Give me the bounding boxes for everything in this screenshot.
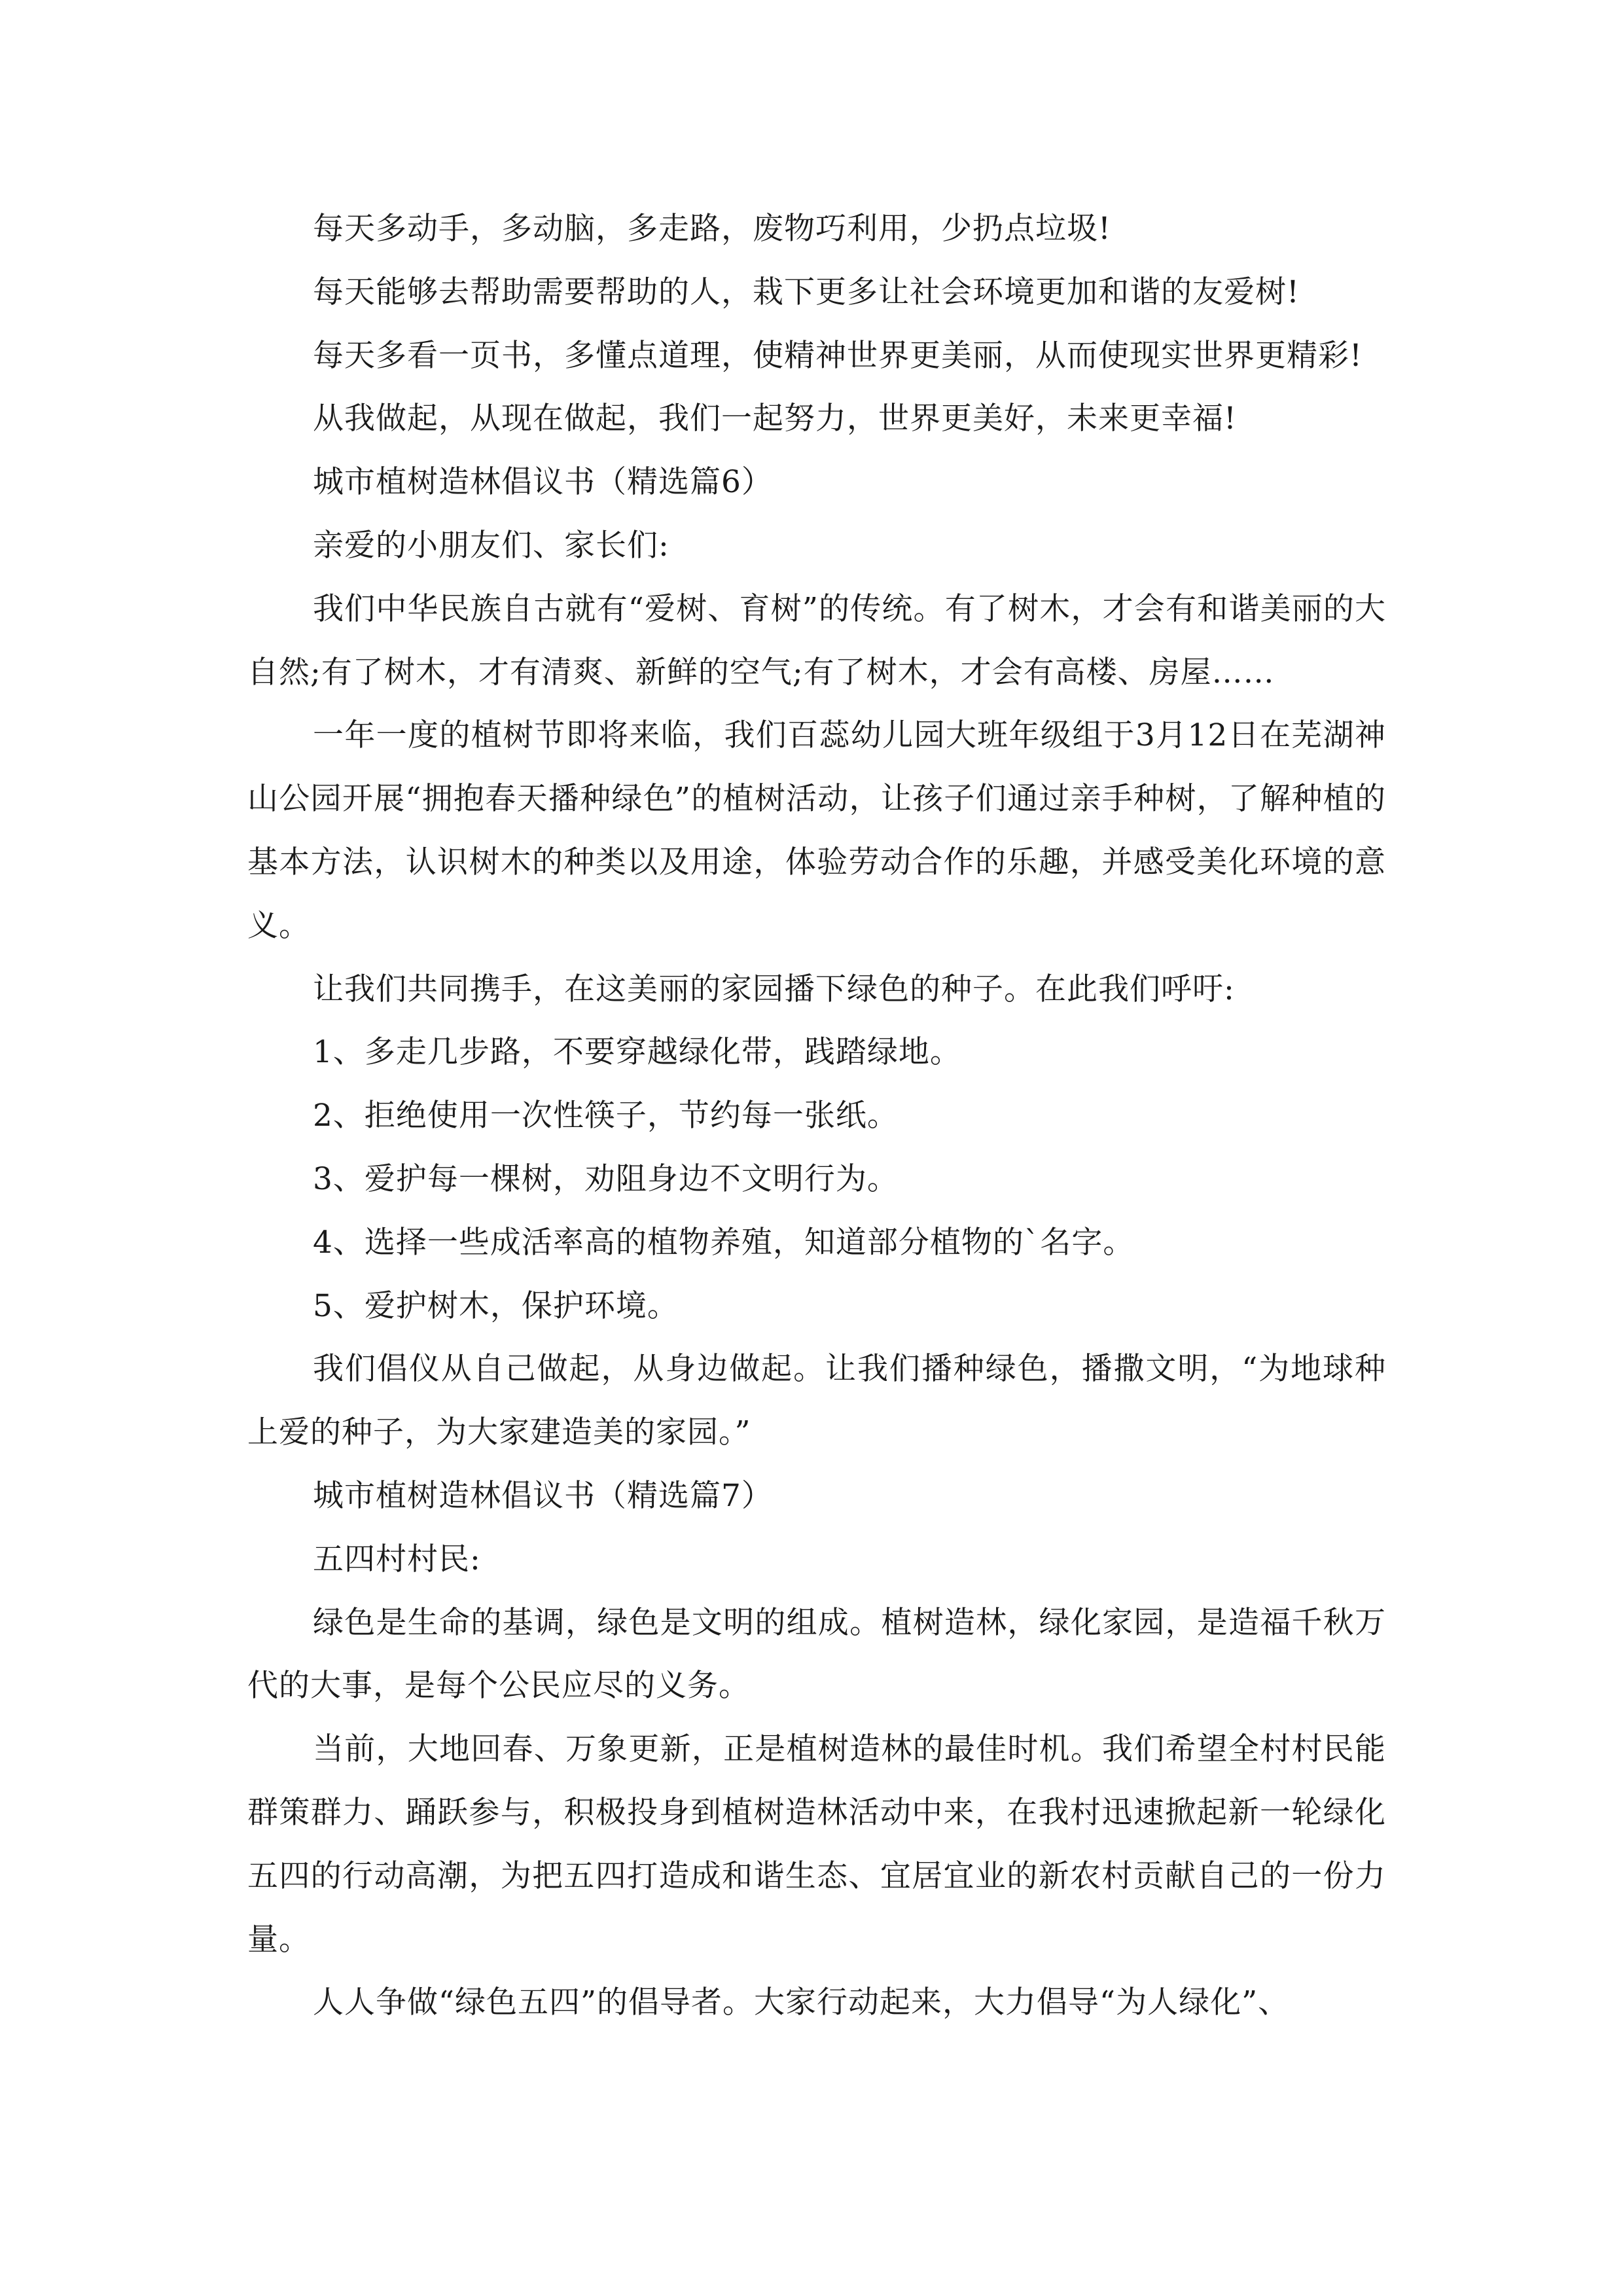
body-paragraph: 每天多动手，多动脑，多走路，废物巧利用，少扔点垃圾! [313, 211, 1111, 247]
body-paragraph: 每天能够去帮助需要帮助的人，栽下更多让社会环境更加和谐的友爱树! [313, 274, 1300, 310]
body-paragraph: 当前，大地回春、万象更新，正是植树造林的最佳时机。我们希望全村村民能群策群力、踊跃参与，积极投身到植树造林活动中来，在我村迅速掀起新一轮绿化五四的行动高潮，为把五四打造成和谐生态、宜居宜业的新农村贡献自己的一份力量。 [247, 1731, 1386, 1958]
body-paragraph: 一年一度的植树节即将来临，我们百蕊幼儿园大班年级组于3月12日在芜湖神山公园开展“拥抱春天播种绿色”的植树活动，让孩子们通过亲手种树，了解种植的基本方法，认识树木的种类以及用途，体验劳动合作的乐趣，并感受美化环境的意义。 [247, 717, 1386, 944]
salutation: 亲爱的小朋友们、家长们: [313, 527, 669, 564]
list-item: 1、多走几步路，不要穿越绿化带，践踏绿地。 [313, 1034, 961, 1071]
section-heading: 城市植树造林倡议书（精选篇6） [313, 464, 773, 501]
salutation: 五四村村民: [313, 1541, 481, 1577]
body-paragraph: 让我们共同携手，在这美丽的家园播下绿色的种子。在此我们呼吁: [313, 971, 1235, 1007]
section-heading: 城市植树造林倡议书（精选篇7） [313, 1477, 773, 1514]
list-item: 4、选择一些成活率高的植物养殖，知道部分植物的`名字。 [313, 1224, 1135, 1261]
list-item: 5、爱护树木，保护环境。 [313, 1287, 679, 1324]
body-paragraph: 绿色是生命的基调，绿色是文明的组成。植树造林，绿化家园，是造福千秋万代的大事，是每个公民应尽的义务。 [247, 1604, 1386, 1704]
body-paragraph: 每天多看一页书，多懂点道理，使精神世界更美丽，从而使现实世界更精彩! [313, 337, 1363, 374]
list-item: 2、拒绝使用一次性筷子，节约每一张纸。 [313, 1098, 899, 1134]
list-item: 3、爱护每一棵树，劝阻身边不文明行为。 [313, 1160, 899, 1197]
body-paragraph: 我们中华民族自古就有“爱树、育树”的传统。有了树木，才会有和谐美丽的大自然;有了树木，才有清爽、新鲜的空气;有了树木，才会有高楼、房屋…… [247, 590, 1386, 691]
body-paragraph: 我们倡仪从自己做起，从身边做起。让我们播种绿色，播撒文明，“为地球种上爱的种子，为大家建造美的家园。” [247, 1351, 1386, 1451]
document-body [247, 198, 1386, 2035]
body-paragraph: 从我做起，从现在做起，我们一起努力，世界更美好，未来更幸福! [313, 401, 1237, 437]
body-paragraph: 人人争做“绿色五四”的倡导者。大家行动起来，大力倡导“为人绿化”、 [313, 1984, 1290, 2021]
